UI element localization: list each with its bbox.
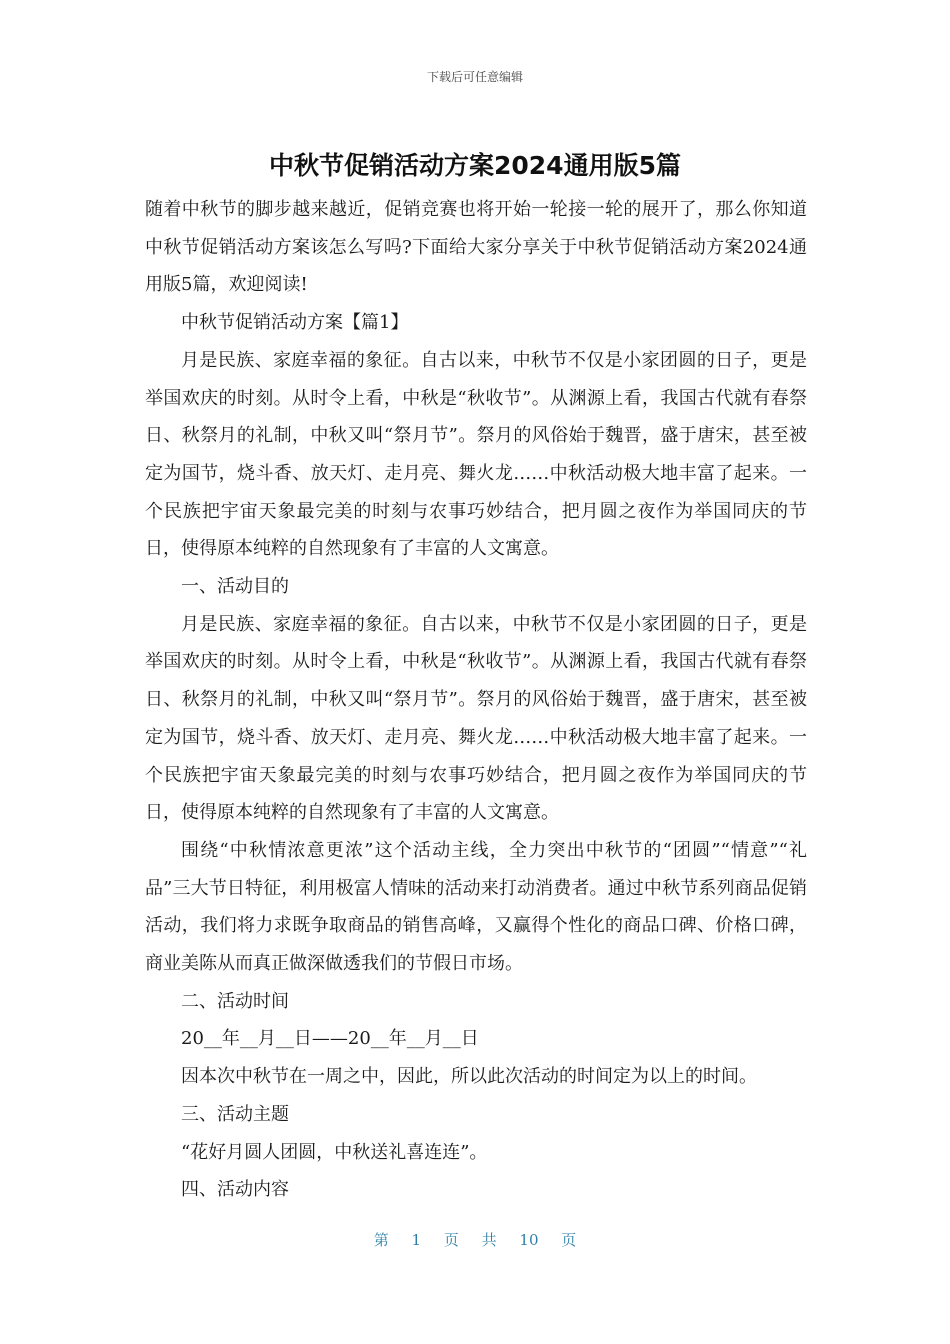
header-note: 下载后可任意编辑 — [426, 70, 523, 84]
section-heading-part-1: 中秋节促销活动方案【篇1】 — [181, 312, 409, 334]
page-footer — [0, 1229, 950, 1250]
footer-word: 页 — [561, 1231, 577, 1249]
footer-word: 第 — [373, 1231, 389, 1249]
body-paragraph: 围绕“中秋情浓意更浓”这个活动主线，全力突出中秋节的“团圆”“情意”“礼品”三大节日特征，利用极富人情味的活动来打动消费者。通过中秋节系列商品促销活动，我们将力求既争取商品的销售高峰，又赢得个性化的商品口碑、价格口碑，商业美陈从而真正做深做透我们的节假日市场。 — [145, 839, 807, 975]
document-title: 中秋节促销活动方案2024通用版5篇 — [269, 151, 681, 180]
current-page-number: 1 — [411, 1231, 422, 1249]
body-paragraph: 月是民族、家庭幸福的象征。自古以来，中秋节不仅是小家团圆的日子，更是举国欢庆的时刻。从时令上看，中秋是“秋收节”。从渊源上看，我国古代就有春祭日、秋祭月的礼制，中秋又叫“祭月节”。祭月的风俗始于魏晋，盛于唐宋，甚至被定为国节，烧斗香、放天灯、走月亮、舞火龙……中秋活动极大地丰富了起来。一个民族把宇宙天象最完美的时刻与农事巧妙结合，把月圆之夜作为举国同庆的节日，使得原本纯粹的自然现象有了丰富的人文寓意。 — [145, 613, 807, 824]
theme-slogan: “花好月圆人团圆，中秋送礼喜连连”。 — [181, 1141, 488, 1163]
section-heading-purpose: 一、活动目的 — [181, 576, 289, 598]
footer-word: 共 — [481, 1231, 497, 1249]
document-body — [145, 191, 807, 1209]
body-paragraph: 月是民族、家庭幸福的象征。自古以来，中秋节不仅是小家团圆的日子，更是举国欢庆的时刻。从时令上看，中秋是“秋收节”。从渊源上看，我国古代就有春祭日、秋祭月的礼制，中秋又叫“祭月节”。祭月的风俗始于魏晋，盛于唐宋，甚至被定为国节，烧斗香、放天灯、走月亮、舞火龙……中秋活动极大地丰富了起来。一个民族把宇宙天象最完美的时刻与农事巧妙结合，把月圆之夜作为举国同庆的节日，使得原本纯粹的自然现象有了丰富的人文寓意。 — [145, 349, 807, 560]
intro-paragraph: 随着中秋节的脚步越来越近，促销竞赛也将开始一轮接一轮的展开了，那么你知道中秋节促销活动方案该怎么写吗?下面给大家分享关于中秋节促销活动方案2024通用版5篇，欢迎阅读! — [145, 199, 807, 296]
section-heading-content: 四、活动内容 — [181, 1179, 289, 1201]
body-paragraph: 因本次中秋节在一周之中，因此，所以此次活动的时间定为以上的时间。 — [181, 1066, 757, 1088]
section-heading-theme: 三、活动主题 — [181, 1103, 289, 1125]
section-heading-time: 二、活动时间 — [181, 990, 289, 1012]
date-range: 20__年__月__日——20__年__月__日 — [181, 1028, 479, 1050]
footer-word: 页 — [443, 1231, 459, 1249]
total-pages: 10 — [519, 1231, 539, 1249]
